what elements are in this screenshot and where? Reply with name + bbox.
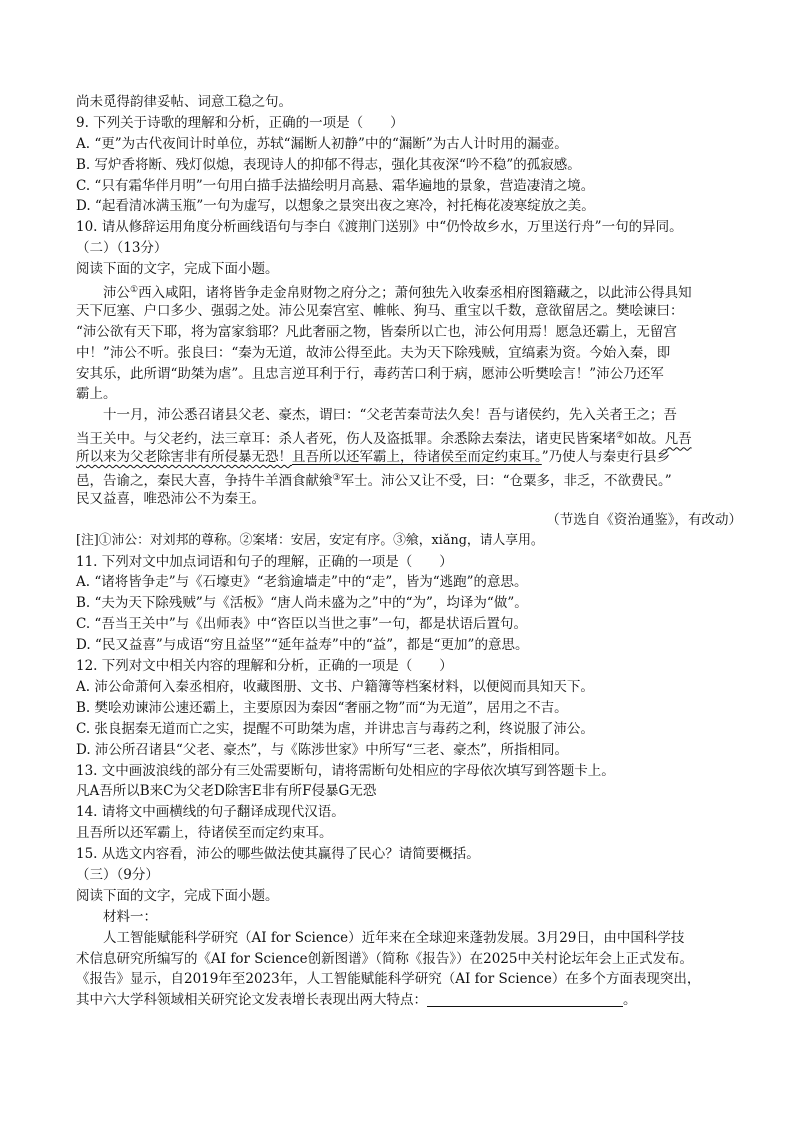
- section-2-instruction: 阅读下面的文字，完成下面小题。: [76, 261, 279, 278]
- question-9: [76, 113, 754, 217]
- material-1-label: 材料一：: [103, 908, 157, 925]
- passage-line: “沛公欲有天下耶，将为富家翁耶？凡此奢丽之物，皆秦所以亡也，沛公何用焉！愿急还霸上，无留宫: [76, 323, 677, 340]
- question-15: 15. 从选文内容看，沛公的哪些做法使其赢得了民心？请简要概括。: [76, 846, 480, 863]
- material-line: 《报告》显示，自2019年至2023年，人工智能赋能科学研究（AI for Science）在多个方面表现突出，: [76, 971, 701, 988]
- underlined-sentence: 且吾所以还军霸上，待诸侯至而定约束耳。: [292, 449, 542, 466]
- q9-stem: 9. 下列关于诗歌的理解和分析，正确的一项是（ ）: [76, 114, 404, 131]
- q12-option-a: A. 沛公命萧何入秦丞相府，收藏图册、文书、户籍簿等档案材料，以便阅而具知天下。: [76, 678, 594, 695]
- footnote: [76, 531, 754, 552]
- answer-blank[interactable]: [427, 992, 623, 1007]
- q9-option-a: A. “更”为古代夜间计时单位，苏轼“漏断人初静”中的“漏断”为古人计时用的漏壶。: [76, 135, 568, 152]
- q14-sentence: 且吾所以还军霸上，待诸侯至而定约束耳。: [76, 825, 333, 842]
- wavy-underlined-text: 凡吾: [664, 431, 692, 448]
- passage-line: 沛公①西入咸阳，诸将皆争走金帛财物之府分之；萧何独先入收秦丞相府图籍藏之，以此沛公得具知: [103, 285, 692, 302]
- passage-line: [76, 426, 754, 447]
- passage-line: 民又益喜，唯恐沛公不为秦王。: [76, 490, 265, 507]
- section-3-heading: （三）（9分）: [76, 866, 159, 883]
- footnote-marker: ③: [332, 473, 341, 484]
- q11-option-b: B. “夫为天下除残贼”与《活板》“唐人尚未盛为之”中的“为”，均译为“做”。: [76, 595, 528, 612]
- passage-line: [76, 447, 754, 468]
- question-11: [76, 552, 754, 656]
- passage-line: 十一月，沛公悉召诸县父老、豪杰，谓曰：“父老苦秦苛法久矣！吾与诸侯约，先入关者王之；吾: [103, 407, 677, 424]
- footnote-marker: ②: [616, 431, 625, 442]
- q12-option-d: D. 沛公所召诸县“父老、豪杰”，与《陈涉世家》中所写“三老、豪杰”，所指相同。: [76, 741, 569, 758]
- q13-sentence: 凡A吾所以B来C为父老D除害E非有所F侵暴G无恐: [76, 783, 377, 800]
- question-13: [76, 761, 754, 803]
- passage-paragraph-2: [76, 405, 754, 509]
- q12-option-c: C. 张良据秦无道而亡之实，提醒不可助桀为虐，并讲忠言与毒药之利，终说服了沛公。: [76, 720, 594, 737]
- question-12: [76, 656, 754, 760]
- q9-option-c: C. “只有霜华伴月明”一句用白描手法描绘明月高悬、霜华遍地的景象，营造凄清之境。: [76, 177, 595, 194]
- q14-stem: 14. 请将文中画横线的句子翻译成现代汉语。: [76, 804, 345, 821]
- question-10: 10. 请从修辞运用角度分析画线语句与李白《渡荆门送别》中“仍怜故乡水，万里送行舟”一句的异同。: [76, 219, 683, 236]
- footnote-pinyin: xiǎng: [431, 532, 467, 548]
- q9-option-d: D. “起看清冰满玉瓶”一句为虚写，以想象之景突出夜之寒冷，衬托梅花凌寒绽放之美。: [76, 198, 595, 215]
- q13-stem: 13. 文中画波浪线的部分有三处需要断句，请将需断句处相应的字母依次填写到答题卡上。: [76, 762, 615, 779]
- question-14: [76, 802, 754, 844]
- material-line: 术信息研究所编写的《AI for Science创新图谱》（简称《报告》）在2025中关村论坛年会上正式发布。: [76, 950, 693, 967]
- q11-option-d: D. “民又益喜”与成语“穷且益坚”“延年益寿”中的“益”，都是“更加”的意思。: [76, 637, 529, 654]
- passage-line: 安其乐，此所谓“助桀为虐”。且忠言逆耳利于行，毒药苦口利于病，愿沛公听樊哙言！”沛公乃还军: [76, 365, 664, 382]
- passage-line: 天下厄塞、户口多少、强弱之处。沛公见秦宫室、帷帐、狗马、重宝以千数，意欲留居之。樊哙谏曰：: [76, 302, 684, 319]
- material-line: 人工智能赋能科学研究（AI for Science）近年来在全球迎来蓬勃发展。3月29日，由中国科学技: [103, 929, 685, 946]
- q11-option-c: C. “吾当王关中”与《出师表》中“咨臣以当世之事”一句，都是状语后置句。: [76, 616, 528, 633]
- footnote-tail: ，请人享用。: [466, 532, 544, 548]
- footnote-marker: ①: [130, 285, 139, 296]
- passage-line: 邑，告谕之，秦民大喜，争持牛羊酒食献飨③军士。沛公又让不受，曰：“仓粟多，非乏，不欲费民。”: [76, 473, 672, 490]
- carryover-line: 尚未觅得韵律妥帖、词意工稳之句。: [76, 94, 292, 110]
- passage-text: ”乃使人与秦吏行县乡: [541, 449, 671, 466]
- passage-paragraph-1: [76, 280, 754, 405]
- wavy-underlined-text: 所以来为父老除害非有所侵暴无恐！: [76, 449, 292, 466]
- q12-option-b: B. 樊哙劝谏沛公速还霸上，主要原因为秦因“奢丽之物”而“为无道”，居用之不吉。: [76, 699, 568, 716]
- material-text-end: 。: [623, 992, 637, 1009]
- section-3-instruction: 阅读下面的文字，完成下面小题。: [76, 887, 279, 904]
- q12-stem: 12. 下列对文中相关内容的理解和分析，正确的一项是（ ）: [76, 658, 453, 675]
- footnote-text: [注]①沛公：对刘邦的尊称。②案堵：安居，安定有序。③飨，: [76, 532, 432, 548]
- q11-option-a: A. “诸将皆争走”与《石壕吏》“老翁逾墙走”中的“走”，皆为“逃跑”的意思。: [76, 574, 528, 591]
- passage-text: 当王关中。与父老约，法三章耳：杀人者死，伤人及盗抵罪。余悉除去秦法，诸吏民皆案堵②如故。: [76, 431, 665, 448]
- material-1: [76, 928, 754, 1012]
- material-line: [76, 990, 754, 1011]
- section-2-heading: （二）（13分）: [76, 240, 168, 257]
- q9-option-b: B. 写炉香将断、残灯似熄，表现诗人的抑郁不得志，强化其夜深“吟不稳”的孤寂感。: [76, 156, 581, 173]
- passage-source: （节选自《资治通鉴》，有改动）: [546, 511, 742, 528]
- passage-line: 中！”沛公不听。张良曰：“秦为无道，故沛公得至此。夫为天下除残贼，宜缟素为资。今始入秦，即: [76, 344, 671, 361]
- material-text: 其中六大学科领域相关研究论文发表增长表现出两大特点：: [76, 992, 427, 1009]
- q11-stem: 11. 下列对文中加点词语和句子的理解，正确的一项是（ ）: [76, 553, 453, 570]
- passage-line: 霸上。: [76, 386, 117, 403]
